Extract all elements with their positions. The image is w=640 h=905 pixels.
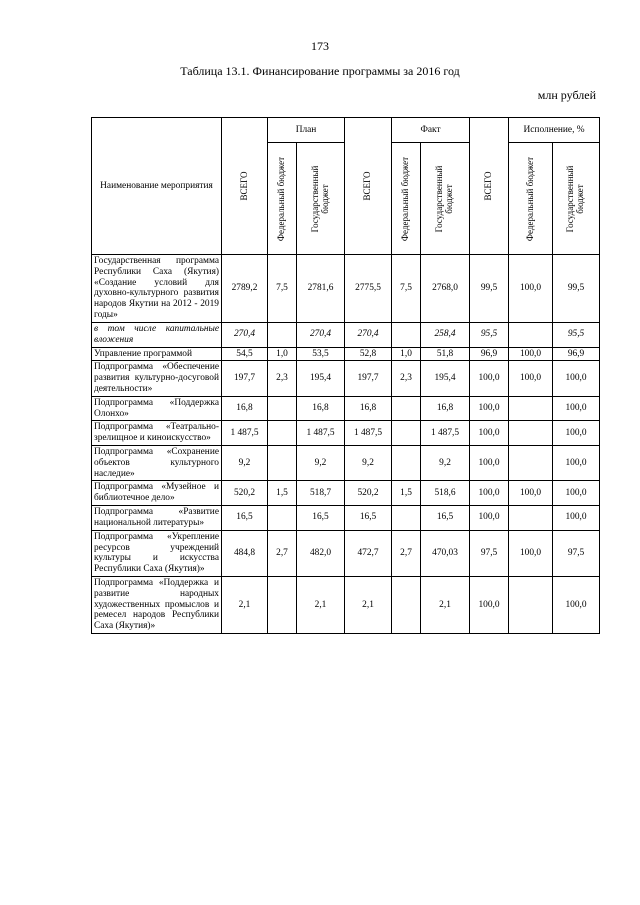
row-name: Подпрограмма «Сохранение объектов культурного наследие»: [92, 446, 222, 481]
row-value: 95,5: [553, 322, 600, 347]
row-value: 96,9: [553, 347, 600, 361]
row-value: [392, 506, 421, 531]
row-value: 100,0: [470, 481, 509, 506]
row-value: 7,5: [268, 255, 297, 323]
row-value: 100,0: [470, 421, 509, 446]
header-fact-state: Государственный бюджет: [421, 143, 470, 255]
row-value: 7,5: [392, 255, 421, 323]
row-value: 9,2: [345, 446, 392, 481]
row-value: 195,4: [421, 361, 470, 396]
row-value: 95,5: [470, 322, 509, 347]
row-name: Подпрограмма «Укрепление ресурсов учреждений культуры и искусства Республики Саха (Якутия)»: [92, 530, 222, 576]
row-value: 1,0: [392, 347, 421, 361]
row-value: [268, 576, 297, 633]
row-value: [392, 446, 421, 481]
row-value: [509, 576, 553, 633]
row-value: 100,0: [509, 255, 553, 323]
row-value: 16,8: [222, 396, 268, 421]
row-value: [509, 396, 553, 421]
row-value: 1 487,5: [222, 421, 268, 446]
row-value: [268, 322, 297, 347]
table-body: [92, 255, 600, 634]
row-value: 518,7: [297, 481, 345, 506]
row-value: 100,0: [509, 481, 553, 506]
row-name: Подпрограмма «Поддержка Олонхо»: [92, 396, 222, 421]
header-fact-total: ВСЕГО: [345, 118, 392, 255]
row-name: Государственная программа Республики Саха (Якутия) «Создание условий для духовно-культурного развития народов Якутии на 2012 - 2019 годы»: [92, 255, 222, 323]
table-row: [92, 322, 600, 347]
header-fact: Факт: [392, 118, 470, 143]
row-value: 100,0: [470, 361, 509, 396]
row-value: 100,0: [470, 576, 509, 633]
table-row: [92, 506, 600, 531]
row-value: [392, 576, 421, 633]
row-value: 16,8: [345, 396, 392, 421]
row-value: 100,0: [553, 396, 600, 421]
header-plan-state: Государственный бюджет: [297, 143, 345, 255]
row-value: 100,0: [553, 361, 600, 396]
row-value: 100,0: [470, 446, 509, 481]
row-value: 16,5: [297, 506, 345, 531]
row-value: 16,5: [222, 506, 268, 531]
row-value: 9,2: [421, 446, 470, 481]
financing-table: [91, 117, 600, 634]
row-value: 270,4: [297, 322, 345, 347]
row-value: 2789,2: [222, 255, 268, 323]
row-value: 100,0: [553, 576, 600, 633]
row-value: 197,7: [222, 361, 268, 396]
row-value: 97,5: [553, 530, 600, 576]
row-value: [392, 421, 421, 446]
row-value: [509, 506, 553, 531]
row-value: 97,5: [470, 530, 509, 576]
row-name: Подпрограмма «Поддержка и развитие народных художественных промыслов и ремесел народов Республики Саха (Якутия)»: [92, 576, 222, 633]
row-value: 472,7: [345, 530, 392, 576]
row-value: 1,0: [268, 347, 297, 361]
row-value: 1 487,5: [345, 421, 392, 446]
row-value: 1 487,5: [297, 421, 345, 446]
table-row: [92, 421, 600, 446]
row-value: 520,2: [222, 481, 268, 506]
row-value: [509, 421, 553, 446]
row-value: 197,7: [345, 361, 392, 396]
row-value: 195,4: [297, 361, 345, 396]
row-value: 100,0: [553, 506, 600, 531]
row-name: Подпрограмма «Обеспечение развития культурно-досуговой деятельности»: [92, 361, 222, 396]
row-value: 520,2: [345, 481, 392, 506]
row-value: 100,0: [509, 347, 553, 361]
table-row: [92, 530, 600, 576]
row-value: [268, 421, 297, 446]
table-row: [92, 361, 600, 396]
table-row: [92, 576, 600, 633]
row-name: Подпрограмма «Театрально-зрелищное и киноискусство»: [92, 421, 222, 446]
row-value: 2,1: [421, 576, 470, 633]
table-title: Таблица 13.1. Финансирование программы за 2016 год: [180, 64, 460, 78]
row-value: 1,5: [268, 481, 297, 506]
row-value: 54,5: [222, 347, 268, 361]
row-value: 100,0: [509, 361, 553, 396]
table-row: [92, 446, 600, 481]
header-plan: План: [268, 118, 345, 143]
row-value: 2,3: [392, 361, 421, 396]
row-value: 518,6: [421, 481, 470, 506]
row-value: 2,1: [297, 576, 345, 633]
row-value: 270,4: [345, 322, 392, 347]
row-value: 51,8: [421, 347, 470, 361]
row-name: Управление программой: [92, 347, 222, 361]
row-value: 100,0: [470, 506, 509, 531]
row-value: 16,8: [297, 396, 345, 421]
header-exec-federal: Федеральный бюджет: [509, 143, 553, 255]
row-value: 100,0: [509, 530, 553, 576]
row-value: 99,5: [553, 255, 600, 323]
row-value: [268, 446, 297, 481]
row-value: 96,9: [470, 347, 509, 361]
table-row: [92, 396, 600, 421]
row-value: 1,5: [392, 481, 421, 506]
row-value: 482,0: [297, 530, 345, 576]
row-value: 53,5: [297, 347, 345, 361]
row-value: [392, 322, 421, 347]
header-exec-total: ВСЕГО: [470, 118, 509, 255]
row-value: 2768,0: [421, 255, 470, 323]
row-value: 100,0: [553, 481, 600, 506]
row-value: 1 487,5: [421, 421, 470, 446]
row-value: 16,5: [345, 506, 392, 531]
row-value: 16,8: [421, 396, 470, 421]
row-value: 2,7: [268, 530, 297, 576]
row-value: 270,4: [222, 322, 268, 347]
row-value: [509, 322, 553, 347]
table-row: [92, 347, 600, 361]
row-value: 2,1: [345, 576, 392, 633]
row-value: 2775,5: [345, 255, 392, 323]
row-value: [268, 396, 297, 421]
row-value: 258,4: [421, 322, 470, 347]
row-name: в том числе капитальные вложения: [92, 322, 222, 347]
row-name: Подпрограмма «Развитие национальной литературы»: [92, 506, 222, 531]
row-value: 52,8: [345, 347, 392, 361]
header-plan-federal: Федеральный бюджет: [268, 143, 297, 255]
units-label: млн рублей: [537, 88, 596, 102]
row-value: 2,7: [392, 530, 421, 576]
header-plan-total: ВСЕГО: [222, 118, 268, 255]
row-value: [392, 396, 421, 421]
header-fact-federal: Федеральный бюджет: [392, 143, 421, 255]
page-number: 173: [311, 39, 329, 53]
row-name: Подпрограмма «Музейное и библиотечное дело»: [92, 481, 222, 506]
row-value: 2781,6: [297, 255, 345, 323]
header-exec: Исполнение, %: [509, 118, 600, 143]
row-value: 9,2: [297, 446, 345, 481]
row-value: 100,0: [470, 396, 509, 421]
table-row: [92, 255, 600, 323]
row-value: 2,3: [268, 361, 297, 396]
row-value: 100,0: [553, 421, 600, 446]
table-row: [92, 481, 600, 506]
row-value: 100,0: [553, 446, 600, 481]
row-value: 2,1: [222, 576, 268, 633]
row-value: 9,2: [222, 446, 268, 481]
row-value: 470,03: [421, 530, 470, 576]
header-exec-state: Государственный бюджет: [553, 143, 600, 255]
row-value: [509, 446, 553, 481]
header-name: Наименование мероприятия: [92, 118, 222, 255]
row-value: 16,5: [421, 506, 470, 531]
row-value: [268, 506, 297, 531]
row-value: 99,5: [470, 255, 509, 323]
row-value: 484,8: [222, 530, 268, 576]
